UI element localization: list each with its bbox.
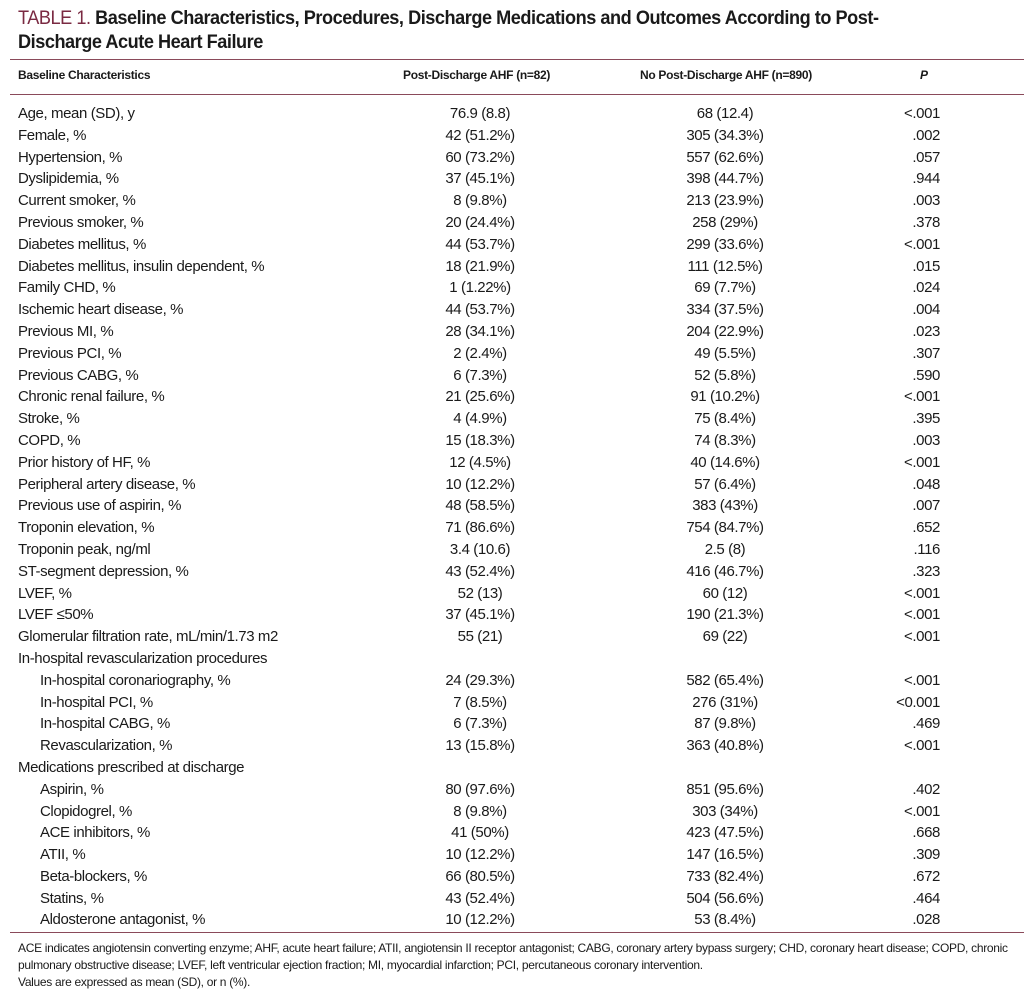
p-value: <.001 <box>904 584 940 602</box>
no-post-discharge-ahf-value: 305 (34.3%) <box>686 126 764 144</box>
table-row <box>0 713 1024 735</box>
table-row <box>0 408 1024 430</box>
no-post-discharge-ahf-value: 383 (43%) <box>692 497 758 515</box>
post-discharge-ahf-value: 10 (12.2%) <box>445 911 515 929</box>
p-value: .464 <box>912 889 940 907</box>
p-value: .323 <box>912 562 940 580</box>
row-label: In-hospital coronariography, % <box>40 671 231 689</box>
row-label: Dyslipidemia, % <box>18 170 119 188</box>
p-value: .028 <box>912 911 940 929</box>
no-post-discharge-ahf-value: 733 (82.4%) <box>686 867 764 885</box>
table-row <box>0 604 1024 626</box>
p-value: .007 <box>912 497 940 515</box>
no-post-discharge-ahf-value: 57 (6.4%) <box>694 475 756 493</box>
no-post-discharge-ahf-value: 69 (7.7%) <box>694 279 756 297</box>
no-post-discharge-ahf-value: 69 (22) <box>702 628 748 646</box>
p-value: .024 <box>912 279 940 297</box>
column-header-p-value: P <box>920 68 928 82</box>
no-post-discharge-ahf-value: 363 (40.8%) <box>686 737 764 755</box>
p-value: <.001 <box>904 105 940 122</box>
p-value: .023 <box>912 322 940 340</box>
p-value: <0.001 <box>896 693 940 711</box>
no-post-discharge-ahf-value: 398 (44.7%) <box>686 170 764 188</box>
post-discharge-ahf-value: 24 (29.3%) <box>445 671 515 689</box>
row-label: Medications prescribed at discharge <box>18 758 245 776</box>
row-label: Hypertension, % <box>18 148 123 166</box>
p-value: <.001 <box>904 628 940 646</box>
no-post-discharge-ahf-value: 754 (84.7%) <box>686 519 764 537</box>
post-discharge-ahf-value: 48 (58.5%) <box>445 497 515 515</box>
p-value: .003 <box>912 431 940 449</box>
post-discharge-ahf-value: 28 (34.1%) <box>445 322 515 340</box>
row-label: Previous CABG, % <box>18 366 139 384</box>
post-discharge-ahf-value: 10 (12.2%) <box>445 475 515 493</box>
no-post-discharge-ahf-value: 75 (8.4%) <box>694 410 756 428</box>
post-discharge-ahf-value: 80 (97.6%) <box>445 780 515 798</box>
post-discharge-ahf-value: 43 (52.4%) <box>445 889 515 907</box>
p-value: .057 <box>912 148 940 166</box>
no-post-discharge-ahf-value: 53 (8.4%) <box>694 911 756 929</box>
no-post-discharge-ahf-value: 504 (56.6%) <box>686 889 764 907</box>
no-post-discharge-ahf-value: 74 (8.3%) <box>694 431 756 449</box>
row-label: ACE inhibitors, % <box>40 824 150 842</box>
post-discharge-ahf-value: 66 (80.5%) <box>445 867 515 885</box>
post-discharge-ahf-value: 60 (73.2%) <box>445 148 515 166</box>
p-value: <.001 <box>904 388 940 406</box>
p-value: .003 <box>912 192 940 210</box>
table-row <box>0 561 1024 583</box>
post-discharge-ahf-value: 76.9 (8.8) <box>449 105 511 122</box>
post-discharge-ahf-value: 18 (21.9%) <box>445 257 515 275</box>
row-label: COPD, % <box>18 431 81 449</box>
header-top-rule <box>10 59 1024 60</box>
post-discharge-ahf-value: 52 (13) <box>457 584 503 602</box>
p-value: <.001 <box>904 671 940 689</box>
table-title-text: Baseline Characteristics, Procedures, Discharge Medications and Outcomes According to Post-Discharge Acute Heart Failure <box>18 7 879 53</box>
post-discharge-ahf-value: 37 (45.1%) <box>445 606 515 624</box>
no-post-discharge-ahf-value: 303 (34%) <box>692 802 758 820</box>
row-label: Current smoker, % <box>18 192 136 210</box>
no-post-discharge-ahf-value: 213 (23.9%) <box>686 192 764 210</box>
table-row <box>0 495 1024 517</box>
table-row <box>0 626 1024 648</box>
post-discharge-ahf-value: 1 (1.22%) <box>449 279 511 297</box>
p-value: <.001 <box>904 737 940 755</box>
header-bottom-rule <box>10 94 1024 95</box>
row-label: Previous use of aspirin, % <box>18 497 182 515</box>
post-discharge-ahf-value: 2 (2.4%) <box>453 344 507 362</box>
row-label: Diabetes mellitus, insulin dependent, % <box>18 257 265 275</box>
post-discharge-ahf-value: 8 (9.8%) <box>453 802 507 820</box>
row-label: LVEF, % <box>18 584 72 602</box>
p-value: .378 <box>912 213 940 231</box>
table-number: TABLE 1. <box>18 7 91 29</box>
row-label: Aldosterone antagonist, % <box>40 911 206 929</box>
row-label: Ischemic heart disease, % <box>18 301 184 319</box>
row-label: ATII, % <box>40 846 86 864</box>
table-row <box>0 125 1024 147</box>
p-value: .002 <box>912 126 940 144</box>
post-discharge-ahf-value: 44 (53.7%) <box>445 301 515 319</box>
row-label: Stroke, % <box>18 410 80 428</box>
no-post-discharge-ahf-value: 111 (12.5%) <box>687 257 763 275</box>
row-label: In-hospital CABG, % <box>40 715 170 733</box>
p-value: .944 <box>912 170 940 188</box>
table-row <box>0 212 1024 234</box>
no-post-discharge-ahf-value: 582 (65.4%) <box>686 671 764 689</box>
row-label: Family CHD, % <box>18 279 116 297</box>
no-post-discharge-ahf-value: 2.5 (8) <box>704 540 746 558</box>
table-row <box>0 692 1024 714</box>
no-post-discharge-ahf-value: 334 (37.5%) <box>686 301 764 319</box>
table-row <box>0 452 1024 474</box>
post-discharge-ahf-value: 37 (45.1%) <box>445 170 515 188</box>
no-post-discharge-ahf-value: 40 (14.6%) <box>690 453 760 471</box>
no-post-discharge-ahf-value: 87 (9.8%) <box>694 715 756 733</box>
table-row <box>0 430 1024 452</box>
no-post-discharge-ahf-value: 49 (5.5%) <box>694 344 756 362</box>
no-post-discharge-ahf-value: 204 (22.9%) <box>686 322 764 340</box>
post-discharge-ahf-value: 4 (4.9%) <box>453 410 507 428</box>
p-value: .668 <box>912 824 940 842</box>
row-label: Troponin peak, ng/ml <box>18 540 151 558</box>
row-label: Previous smoker, % <box>18 213 144 231</box>
row-label: LVEF ≤50% <box>18 606 94 624</box>
column-header-characteristics: Baseline Characteristics <box>18 68 151 82</box>
post-discharge-ahf-value: 10 (12.2%) <box>445 846 515 864</box>
p-value: .469 <box>912 715 940 733</box>
row-label: Prior history of HF, % <box>18 453 151 471</box>
table-footnote <box>18 940 1013 991</box>
post-discharge-ahf-value: 7 (8.5%) <box>453 693 507 711</box>
no-post-discharge-ahf-value: 258 (29%) <box>692 213 758 231</box>
no-post-discharge-ahf-value: 91 (10.2%) <box>690 388 760 406</box>
table-row <box>0 909 1024 931</box>
table-row <box>0 190 1024 212</box>
table-row <box>0 517 1024 539</box>
post-discharge-ahf-value: 15 (18.3%) <box>445 431 515 449</box>
row-label: Diabetes mellitus, % <box>18 235 146 253</box>
table-row <box>0 103 1024 125</box>
no-post-discharge-ahf-value: 147 (16.5%) <box>686 846 764 864</box>
p-value: .004 <box>912 301 940 319</box>
p-value: .015 <box>912 257 940 275</box>
table-row <box>0 147 1024 169</box>
post-discharge-ahf-value: 20 (24.4%) <box>445 213 515 231</box>
row-label: Revascularization, % <box>40 737 173 755</box>
row-label: Glomerular filtration rate, mL/min/1.73 m2 <box>18 628 278 646</box>
table-body <box>0 103 1024 931</box>
post-discharge-ahf-value: 43 (52.4%) <box>445 562 515 580</box>
footnote-values-note: Values are expressed as mean (SD), or n (%). <box>18 975 251 989</box>
table-row <box>0 888 1024 910</box>
post-discharge-ahf-value: 6 (7.3%) <box>453 366 507 384</box>
no-post-discharge-ahf-value: 851 (95.6%) <box>686 780 764 798</box>
row-label: In-hospital PCI, % <box>40 693 153 711</box>
p-value: .402 <box>912 780 940 798</box>
row-label: In-hospital revascularization procedures <box>18 649 268 667</box>
post-discharge-ahf-value: 8 (9.8%) <box>453 192 507 210</box>
table-row <box>0 670 1024 692</box>
table-row <box>0 365 1024 387</box>
row-label: Female, % <box>18 126 87 144</box>
table-row <box>0 168 1024 190</box>
table-row <box>0 822 1024 844</box>
row-label: Chronic renal failure, % <box>18 388 165 406</box>
table-row <box>0 866 1024 888</box>
table-row <box>0 539 1024 561</box>
row-label: Age, mean (SD), y <box>18 105 135 122</box>
row-label: Troponin elevation, % <box>18 519 155 537</box>
table-row <box>0 801 1024 823</box>
post-discharge-ahf-value: 41 (50%) <box>451 824 509 842</box>
column-header-post-discharge-ahf: Post-Discharge AHF (n=82) <box>403 68 551 82</box>
no-post-discharge-ahf-value: 190 (21.3%) <box>686 606 764 624</box>
table-title <box>18 6 939 54</box>
table-section-row <box>0 648 1024 670</box>
row-label: Beta-blockers, % <box>40 867 147 885</box>
post-discharge-ahf-value: 42 (51.2%) <box>445 126 515 144</box>
table-row <box>0 343 1024 365</box>
p-value: .652 <box>912 519 940 537</box>
table-row <box>0 277 1024 299</box>
table-row <box>0 735 1024 757</box>
table-row <box>0 844 1024 866</box>
post-discharge-ahf-value: 21 (25.6%) <box>445 388 515 406</box>
footnote-abbreviations: ACE indicates angiotensin converting enzyme; AHF, acute heart failure; ATII, angiotensin II receptor antagonist; CABG, coronary artery bypass surgery; CHD, coronary heart disease; COPD, chronic pulmonary obstructive disease; LVEF, left ventricular ejection fraction; MI, myocardial infarction; PCI, percutaneous coronary intervention. <box>18 941 1008 972</box>
row-label: Previous PCI, % <box>18 344 122 362</box>
table-row <box>0 474 1024 496</box>
row-label: Statins, % <box>40 889 104 907</box>
post-discharge-ahf-value: 12 (4.5%) <box>449 453 511 471</box>
row-label: ST-segment depression, % <box>18 562 189 580</box>
p-value: .590 <box>912 366 940 384</box>
no-post-discharge-ahf-value: 416 (46.7%) <box>686 562 764 580</box>
p-value: .395 <box>912 410 940 428</box>
no-post-discharge-ahf-value: 276 (31%) <box>692 693 758 711</box>
p-value: .309 <box>912 846 940 864</box>
post-discharge-ahf-value: 6 (7.3%) <box>453 715 507 733</box>
post-discharge-ahf-value: 3.4 (10.6) <box>449 540 511 558</box>
table-row <box>0 234 1024 256</box>
table-row <box>0 299 1024 321</box>
p-value: .048 <box>912 475 940 493</box>
post-discharge-ahf-value: 71 (86.6%) <box>445 519 515 537</box>
post-discharge-ahf-value: 44 (53.7%) <box>445 235 515 253</box>
p-value: .307 <box>912 344 940 362</box>
no-post-discharge-ahf-value: 557 (62.6%) <box>686 148 764 166</box>
p-value: .116 <box>913 540 940 558</box>
table-bottom-rule <box>10 932 1024 933</box>
p-value: <.001 <box>904 235 940 253</box>
row-label: Aspirin, % <box>40 780 104 798</box>
table-section-row <box>0 757 1024 779</box>
no-post-discharge-ahf-value: 68 (12.4) <box>696 105 754 122</box>
p-value: <.001 <box>904 606 940 624</box>
no-post-discharge-ahf-value: 52 (5.8%) <box>694 366 756 384</box>
column-header-no-post-discharge-ahf: No Post-Discharge AHF (n=890) <box>640 68 812 82</box>
table-row <box>0 779 1024 801</box>
no-post-discharge-ahf-value: 423 (47.5%) <box>686 824 764 842</box>
no-post-discharge-ahf-value: 299 (33.6%) <box>686 235 764 253</box>
p-value: <.001 <box>904 802 940 820</box>
no-post-discharge-ahf-value: 60 (12) <box>702 584 748 602</box>
table-row <box>0 321 1024 343</box>
p-value: <.001 <box>904 453 940 471</box>
p-value: .672 <box>912 867 940 885</box>
row-label: Clopidogrel, % <box>40 802 132 820</box>
row-label: Previous MI, % <box>18 322 114 340</box>
table-row <box>0 386 1024 408</box>
table-row <box>0 583 1024 605</box>
row-label: Peripheral artery disease, % <box>18 475 196 493</box>
table-row <box>0 256 1024 278</box>
post-discharge-ahf-value: 13 (15.8%) <box>445 737 515 755</box>
post-discharge-ahf-value: 55 (21) <box>457 628 503 646</box>
